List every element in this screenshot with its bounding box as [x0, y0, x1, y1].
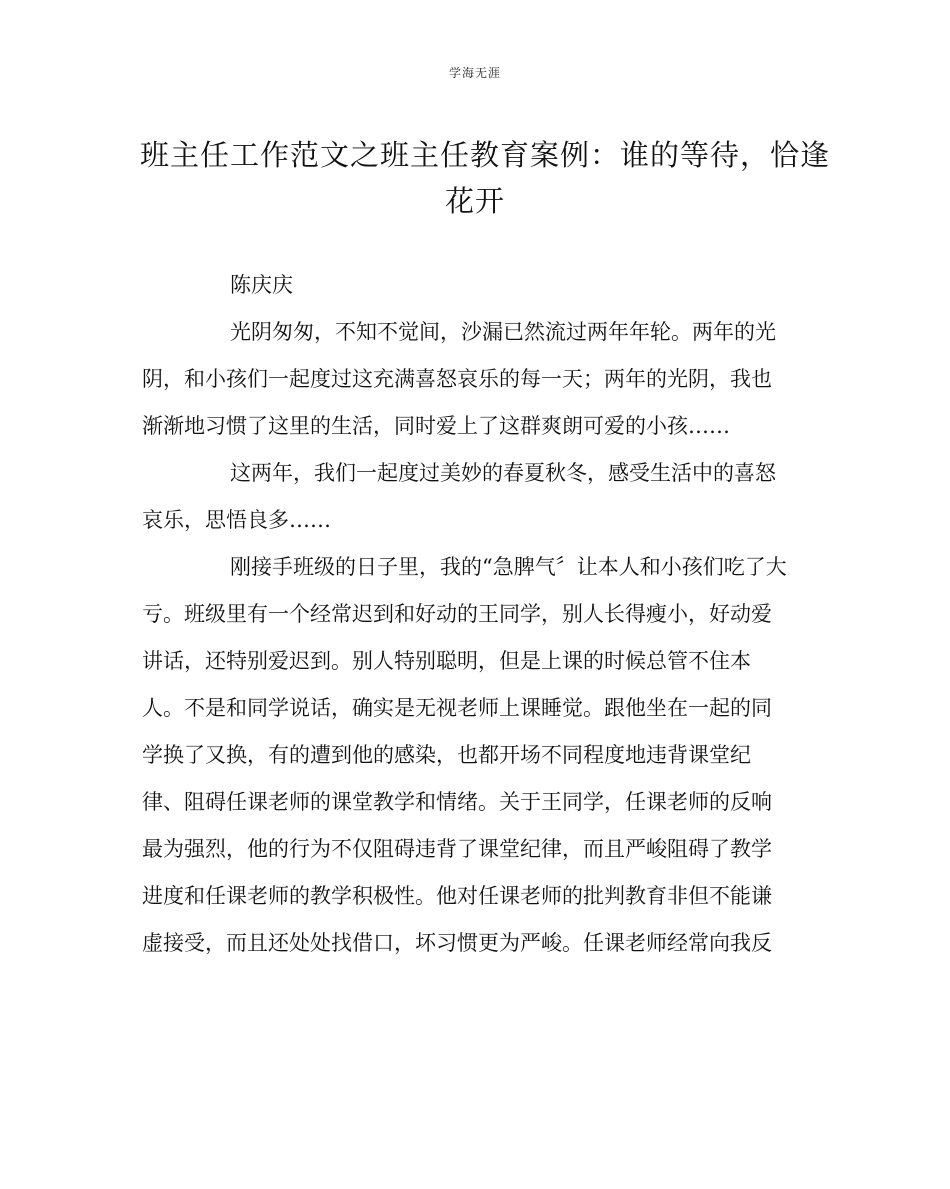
paragraph-line: 进度和任课老师的教学积极性。他对任课老师的批判教育非但不能谦: [142, 884, 772, 908]
paragraph-2: [142, 450, 806, 544]
paragraph-line: 人。不是和同学说话，确实是无视老师上课睡觉。跟他坐在一起的同: [142, 696, 772, 720]
paragraph-line: 虚接受，而且还处处找借口，坏习惯更为严峻。任课老师经常向我反: [142, 931, 772, 955]
paragraph-line: 学换了又换，有的遭到他的感染，也都开场不同程度地违背课堂纪: [142, 743, 751, 767]
paragraph-line: 亏。班级里有一个经常迟到和好动的王同学，别人长得瘦小，好动爱: [142, 602, 772, 626]
page-header: 学海无涯: [448, 66, 501, 80]
paragraph-3: [142, 544, 806, 967]
document-title: [140, 132, 831, 224]
paragraph-line: 渐渐地习惯了这里的生活，同时爱上了这群爽朗可爱的小孩……: [142, 414, 730, 438]
title-line-1: 班主任工作范文之班主任教育案例：谁的等待，恰逢: [140, 138, 831, 172]
paragraph-line: 这两年，我们一起度过美妙的春夏秋冬，感受生活中的喜怒: [230, 461, 776, 485]
paragraph-line: 讲话，还特别爱迟到。别人特别聪明，但是上课的时候总管不住本: [142, 649, 751, 673]
paragraph-line: 刚接手班级的日子里，我的“急脾气〞让本人和小孩们吃了大: [230, 555, 787, 579]
paragraph-line: 哀乐，思悟良多……: [142, 508, 331, 532]
paragraph-line: 最为强烈，他的行为不仅阻碍违背了课堂纪律，而且严峻阻碍了教学: [142, 837, 772, 861]
paragraph-line: 律、阻碍任课老师的课堂教学和情绪。关于王同学，任课老师的反响: [142, 790, 772, 814]
paragraph-line: 阴，和小孩们一起度过这充满喜怒哀乐的每一天；两年的光阴，我也: [142, 367, 772, 391]
author-name: 陈庆庆: [230, 273, 293, 297]
title-line-2: 花开: [444, 184, 505, 218]
paragraph-line: 光阴匆匆，不知不觉间，沙漏已然流过两年年轮。两年的光: [230, 320, 776, 344]
paragraph-1: [142, 309, 806, 450]
document-body: [142, 262, 806, 967]
